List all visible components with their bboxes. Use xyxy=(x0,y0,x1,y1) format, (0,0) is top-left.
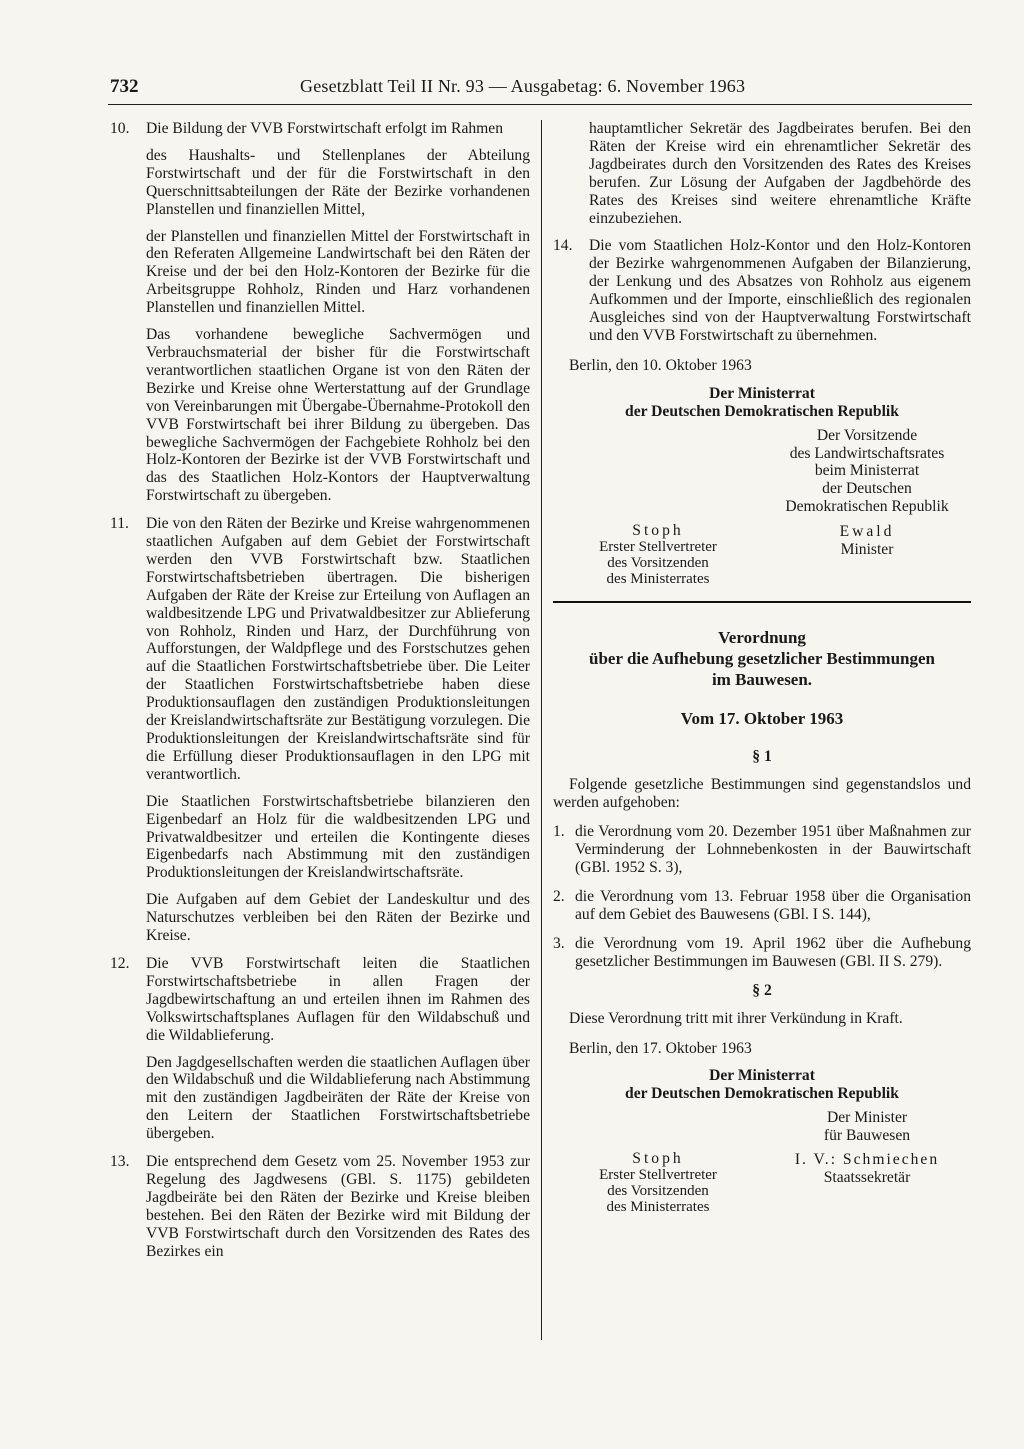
signatory-name: Stoph xyxy=(632,1150,684,1168)
regulation-date: Vom 17. Oktober 1963 xyxy=(680,708,844,728)
list-item xyxy=(110,1153,530,1260)
signatory-right: Ewald Minister xyxy=(767,523,967,559)
item-number: 12. xyxy=(110,954,130,972)
signing-organization: Der Ministerrat der Deutschen Demokratischen Republik xyxy=(625,1067,899,1103)
regulation-title: Verordnung über die Aufhebung gesetzlicher Bestimmungen im Bauwesen. xyxy=(589,627,935,689)
paragraph: Folgende gesetzliche Bestimmungen sind gegenstandslos und werden aufgehoben: xyxy=(553,775,971,811)
header-title: Gesetzblatt Teil II Nr. 93 — Ausgabetag: 6. November 1963 xyxy=(300,76,746,96)
list-item xyxy=(110,955,530,1143)
left-column xyxy=(110,120,530,1270)
signatory-name: Stoph xyxy=(632,521,684,539)
place-date: Berlin, den 10. Oktober 1963 xyxy=(569,356,752,374)
item-number: 1. xyxy=(553,823,565,841)
page-number: 732 xyxy=(110,76,139,97)
signatory-right: I. V.: Schmiechen Staatssekretär xyxy=(753,1151,981,1187)
list-item xyxy=(110,120,530,505)
signatory-title: Der Vorsitzende des Landwirtschaftsrates beim Ministerrat der Deutschen Demokratischen Republik xyxy=(785,426,949,515)
section-divider xyxy=(553,601,971,603)
paragraph: Die entsprechend dem Gesetz vom 25. November 1953 zur Regelung des Jagdwesens (GBl. S. 1175) gebildeten Jagdbeiräte bei den Räten der Bezirke und Kreise bleiben bestehen. Bei den Räten der Bezirke wird mit Bildung der VVB Forstwirtschaft durch den Vorsitzenden des Rates des Bezirkes ein xyxy=(146,1153,530,1260)
signatory-name: Ewald xyxy=(839,522,895,540)
item-number: 3. xyxy=(553,934,565,952)
list-item xyxy=(553,935,971,971)
list-item-continuation xyxy=(553,120,971,227)
paragraph: Die von den Räten der Bezirke und Kreise wahrgenommenen staatlichen Aufgaben auf dem Gebiet der Forstwirtschaft werden den VVB Forstwirtschaft bzw. Staatlichen Forstwirtschaftsbetrieben übertragen. Die bisherigen Aufgaben der Räte der Kreise zur Erteilung von Auflagen an waldbesitzende LPG und Privatwaldbesitzer zur Ablieferung von Rohholz, Rinden und Harz, der Durchführung von Aufforstungen, der Waldpflege und des Forstschutzes gehen auf die Staatlichen Forstwirtschaftsbetriebe über. Die Leiter der Staatlichen Forstwirtschaftsbetriebe haben diese Produktionsauflagen den zuständigen Produktionsleitungen der Kreislandwirtschaftsräte zur Bestätigung vorzulegen. Die Produktionsleitungen der Kreislandwirtschaftsräte sind für die Erfüllung dieser Produktionsauflagen in den LPG mit verantwortlich. xyxy=(146,515,530,783)
list-item xyxy=(553,823,971,877)
list-item xyxy=(553,237,971,344)
signatory-left: Stoph Erster Stellvertreter des Vorsitzenden des Ministerrates xyxy=(563,523,753,587)
place-date: Berlin, den 17. Oktober 1963 xyxy=(569,1039,752,1057)
item-text: die Verordnung vom 20. Dezember 1951 über Maßnahmen zur Verminderung der Lohnnebenkosten in der Bauwirtschaft (GBl. 1952 S. 3), xyxy=(575,823,971,877)
item-text: die Verordnung vom 19. April 1962 über die Aufhebung gesetzlicher Bestimmungen im Bauwesen (GBl. II S. 279). xyxy=(575,934,971,970)
section-heading: § 1 xyxy=(752,747,772,765)
signatory-name: I. V.: Schmiechen xyxy=(794,1151,940,1169)
signatory-title: Der Minister für Bauwesen xyxy=(823,1109,911,1145)
right-column xyxy=(553,120,971,1229)
item-text: die Verordnung vom 13. Februar 1958 über die Organisation auf dem Gebiet des Bauwesens (GBl. I S. 144), xyxy=(575,888,971,924)
item-number: 10. xyxy=(110,120,130,137)
signatory-left: Stoph Erster Stellvertreter des Vorsitzenden des Ministerrates xyxy=(563,1151,753,1215)
signature-block xyxy=(553,1109,971,1229)
paragraph: Die Staatlichen Forstwirtschaftsbetriebe bilanzieren den Eigenbedarf an Holz für die waldbesitzenden LPG und Privatwaldbesitzer und erteilen die Kontingente dieses Eigenbedarfs nach Abstimmung mit den zuständigen Produktionsleitungen der Kreislandwirtschaftsräte. xyxy=(146,792,530,882)
signature-block xyxy=(553,427,971,597)
paragraph: des Haushalts- und Stellenplanes der Abteilung Forstwirtschaft und der für die Forstwirtschaft in den Querschnittsabteilungen der Räte der Bezirke vorhandenen Planstellen und finanziellen Mittel, xyxy=(146,146,530,218)
section-heading: § 2 xyxy=(752,981,772,999)
paragraph: Den Jagdgesellschaften werden die staatlichen Auflagen über den Wildabschuß und die Wildablieferung nach Abstimmung mit den zuständigen Jagdbeiräten der Räte der Kreise von den Leitern der Staatlichen Forstwirtschaftsbetriebe übergeben. xyxy=(146,1053,530,1143)
column-rule xyxy=(541,120,542,1340)
paragraph: Die Bildung der VVB Forstwirtschaft erfolgt im Rahmen xyxy=(146,120,504,137)
list-item xyxy=(110,515,530,945)
paragraph: hauptamtlicher Sekretär des Jagdbeirates berufen. Bei den Räten der Kreise wird ein ehrenamtlicher Sekretär des Jagdbeirates durch den Vorsitzenden des Rates des Kreises berufen. Zur Lösung der Aufgaben der Jagdbehörde des Rates des Kreises sind weitere ehrenamtliche Kräfte einzubeziehen. xyxy=(589,120,971,227)
paragraph: Die vom Staatlichen Holz-Kontor und den Holz-Kontoren der Bezirke wahrgenommenen Aufgaben der Bilanzierung, der Lenkung und des Absatzes von Rohholz aus eigenem Aufkommen und der Importe, einschließlich des regionalen Ausgleiches sind von der Hauptverwaltung Forstwirtschaft und den VVB Forstwirtschaft zu übernehmen. xyxy=(589,237,971,344)
header-rule xyxy=(108,104,972,105)
item-number: 14. xyxy=(553,237,573,255)
item-number: 13. xyxy=(110,1153,130,1171)
item-number: 2. xyxy=(553,888,565,906)
paragraph: Die Aufgaben auf dem Gebiet der Landeskultur und des Naturschutzes verbleiben bei den Räten der Bezirke und Kreise. xyxy=(146,891,530,945)
paragraph: Die VVB Forstwirtschaft leiten die Staatlichen Forstwirtschaftsbetriebe in allen Fragen der Jagdbewirtschaftung an und erteilen ihnen im Rahmen des Volkswirtschaftsplanes Auflagen für den Wildabschuß und die Wildablieferung. xyxy=(146,954,530,1044)
list-item xyxy=(553,888,971,924)
item-number: 11. xyxy=(110,515,129,533)
paragraph: der Planstellen und finanziellen Mittel der Forstwirtschaft in den Referaten Allgemeine Landwirtschaft bei den Räten der Kreise und der bei den Holz-Kontoren der Bezirke für die Arbeitsgruppe Rohholz, Rinden und Harz vorhandenen Planstellen und finanziellen Mittel. xyxy=(146,227,530,317)
page-header xyxy=(110,76,780,102)
paragraph: Diese Verordnung tritt mit ihrer Verkündung in Kraft. xyxy=(569,1009,903,1027)
paragraph: Das vorhandene bewegliche Sachvermögen und Verbrauchsmaterial der bisher für die Forstwirtschaft verantwortlichen staatlichen Organe ist von den Räten der Bezirke und Kreise ohne Werterstattung auf der Grundlage von Vereinbarungen mit Übergabe-Übernahme-Protokoll den VVB Forstwirtschaft bei ihrer Bildung zu übergeben. Das bewegliche Sachvermögen der Fachgebiete Rohholz bei den Holz-Kontoren der Bezirke ist der VVB Forstwirtschaft und das des Staatlichen Holz-Kontors der Hauptverwaltung Forstwirtschaft zu übergeben. xyxy=(146,326,530,505)
signing-organization: Der Ministerrat der Deutschen Demokratischen Republik xyxy=(625,384,899,420)
